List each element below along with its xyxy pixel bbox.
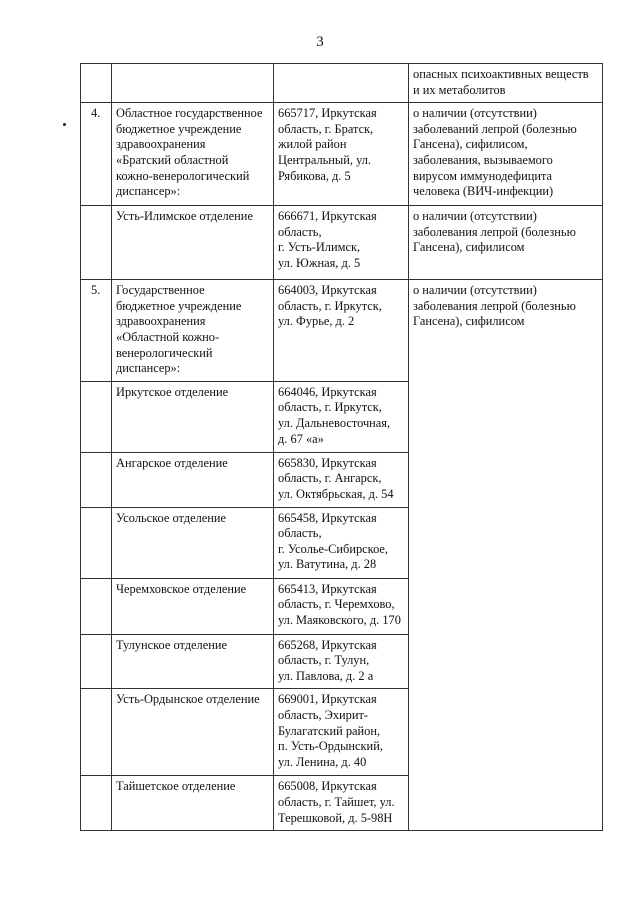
organization-cell: Усть-Ордынское отделение: [112, 689, 274, 776]
row-number: [81, 634, 112, 689]
row-number: [81, 578, 112, 634]
row-number: [81, 64, 112, 103]
row-number: [81, 507, 112, 578]
row-number: 5.: [81, 280, 112, 382]
scan-mark: [63, 123, 66, 126]
organization-cell: Государственное бюджетное учреждение здравоохранения «Областной кожно- венерологический диспансер»:: [112, 280, 274, 382]
row-number: [81, 206, 112, 280]
page-number: 3: [316, 34, 324, 50]
organization-cell: Иркутское отделение: [112, 381, 274, 452]
organization-cell: Тайшетское отделение: [112, 776, 274, 831]
organization-cell: Черемховское отделение: [112, 578, 274, 634]
address-cell: 665717, Иркутская область, г. Братск, жилой район Центральный, ул. Рябикова, д. 5: [274, 103, 409, 206]
examinations-cell: о наличии (отсутствии) заболевания лепрой (болезнью Гансена), сифилисом: [409, 280, 603, 831]
organization-cell: Усть-Илимское отделение: [112, 206, 274, 280]
table-row: [81, 103, 603, 206]
examinations-cell: о наличии (отсутствии) заболеваний лепрой (болезнью Гансена), сифилисом, заболевания, вызываемого вирусом иммунодефицита человека (ВИЧ-инфекции): [409, 103, 603, 206]
address-cell: 669001, Иркутская область, Эхирит- Булагатский район, п. Усть-Ордынский, ул. Ленина, д. 40: [274, 689, 409, 776]
organization-cell: [112, 64, 274, 103]
organization-cell: Тулунское отделение: [112, 634, 274, 689]
examinations-cell: опасных психоактивных веществ и их метаболитов: [409, 64, 603, 103]
row-number: 4.: [81, 103, 112, 206]
address-cell: 665413, Иркутская область, г. Черемхово, ул. Маяковского, д. 170: [274, 578, 409, 634]
address-cell: 665008, Иркутская область, г. Тайшет, ул. Терешковой, д. 5-98Н: [274, 776, 409, 831]
table-row: [81, 280, 603, 382]
address-cell: 665830, Иркутская область, г. Ангарск, ул. Октябрьская, д. 54: [274, 452, 409, 507]
organization-cell: Усольское отделение: [112, 507, 274, 578]
row-number: [81, 452, 112, 507]
organization-cell: Ангарское отделение: [112, 452, 274, 507]
examinations-cell: о наличии (отсутствии) заболевания лепрой (болезнью Гансена), сифилисом: [409, 206, 603, 280]
address-cell: 665268, Иркутская область, г. Тулун, ул. Павлова, д. 2 а: [274, 634, 409, 689]
address-cell: 664046, Иркутская область, г. Иркутск, ул. Дальневосточная, д. 67 «а»: [274, 381, 409, 452]
address-cell: 665458, Иркутская область, г. Усолье-Сибирское, ул. Ватутина, д. 28: [274, 507, 409, 578]
row-number: [81, 776, 112, 831]
row-number: [81, 689, 112, 776]
address-cell: [274, 64, 409, 103]
organization-cell: Областное государственное бюджетное учреждение здравоохранения «Братский областной кожно-венерологический диспансер»:: [112, 103, 274, 206]
table-row: [81, 64, 603, 103]
address-cell: 666671, Иркутская область, г. Усть-Илимск, ул. Южная, д. 5: [274, 206, 409, 280]
address-cell: 664003, Иркутская область, г. Иркутск, ул. Фурье, д. 2: [274, 280, 409, 382]
table-row: [81, 206, 603, 280]
institutions-table: [80, 63, 603, 831]
row-number: [81, 381, 112, 452]
